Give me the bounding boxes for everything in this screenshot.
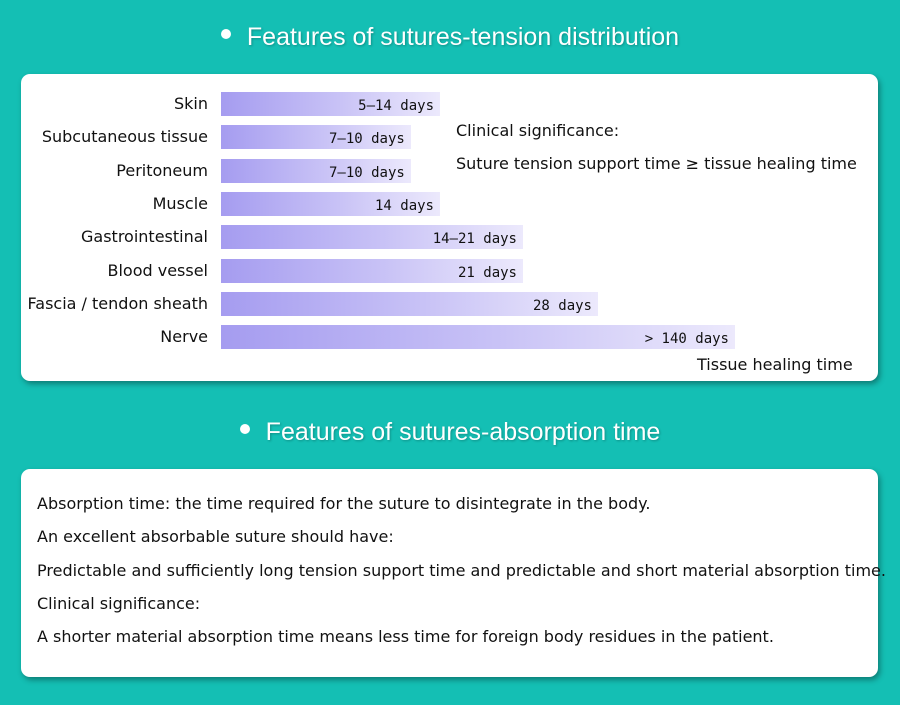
bullet-dot-icon [240,424,250,434]
bar-value-label: 21 days [457,264,517,281]
bar-value-label: > 140 days [644,331,729,348]
tension-chart-panel [21,74,878,381]
absorption-line-3: Predictable and sufficiently long tension support time and predictable and short material absorption time. [37,561,886,580]
bullet-dot-icon [221,29,231,39]
bar-value-label: 28 days [532,297,592,314]
chart-annotation-text: Suture tension support time ≥ tissue healing time [456,154,857,173]
category-label: Muscle [152,193,208,213]
category-label: Subcutaneous tissue [41,127,208,147]
category-label: Gastrointestinal [81,227,208,247]
bar-value-label: 14–21 days [432,231,517,248]
tension-section-title [0,23,900,52]
bar-value-label: 5–14 days [358,98,434,114]
tension-title-text: Features of sutures-tension distribution [246,23,680,51]
absorption-title-text: Features of sutures-absorption time [265,418,661,446]
absorption-line-4: Clinical significance: [37,594,201,613]
absorption-line-1: Absorption time: the time required for the suture to disintegrate in the body. [37,494,651,513]
chart-annotation-heading: Clinical significance: [456,121,620,140]
chart-x-axis-label: Tissue healing time [697,355,853,374]
bar-value-label: 14 days [374,197,434,214]
absorption-line-2: An excellent absorbable suture should have: [37,527,394,546]
category-label: Peritoneum [116,160,208,180]
category-label: Nerve [160,327,208,347]
absorption-text-panel [21,469,886,677]
bar-value-label: 7–10 days [328,131,405,148]
absorption-section-title [0,418,900,447]
category-label: Fascia / tendon sheath [27,293,208,313]
category-label: Skin [173,94,208,113]
bar-value-label: 7–10 days [328,164,405,181]
absorption-line-5: A shorter material absorption time means less time for foreign body residues in the patient. [37,627,774,646]
category-label: Blood vessel [107,260,208,280]
